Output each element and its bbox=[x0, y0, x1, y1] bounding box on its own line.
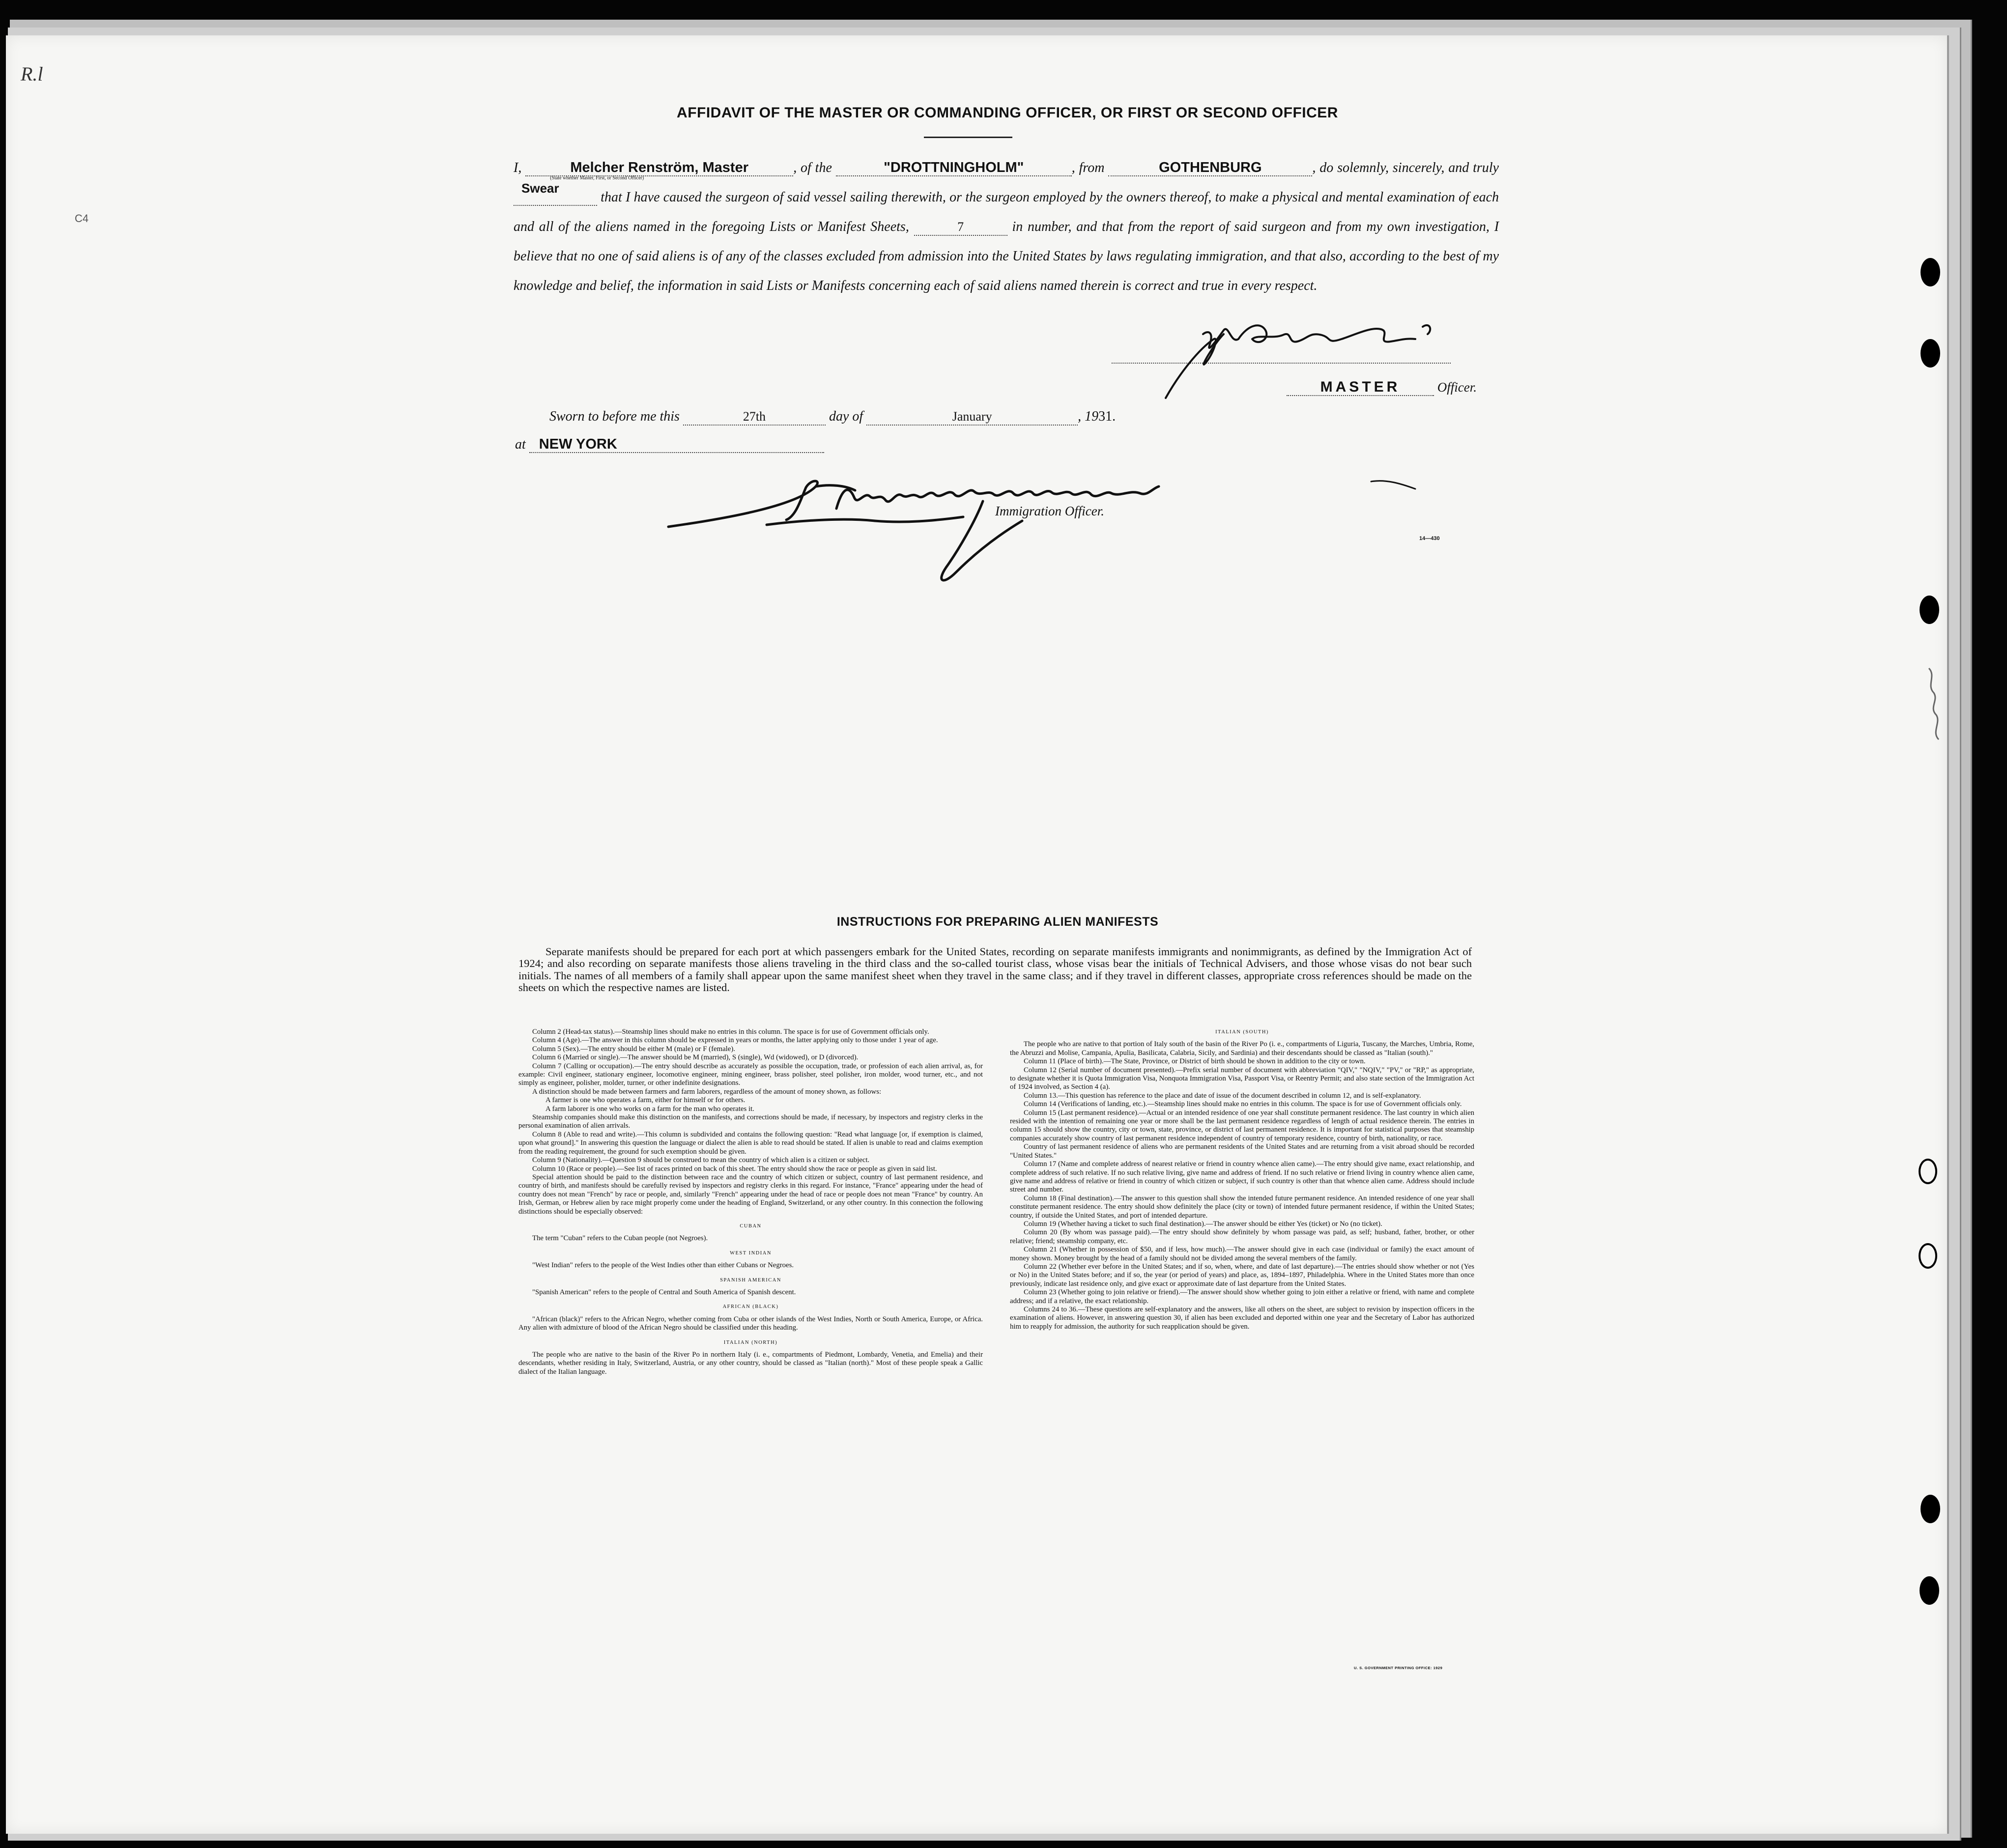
officer-label: Officer. bbox=[1437, 380, 1477, 395]
instructions-title: INSTRUCTIONS FOR PREPARING ALIEN MANIFESTS bbox=[836, 915, 1159, 929]
instruction-paragraph: Column 7 (Calling or occupation).—The entry should describe as accurately as possible the occupation, trade, or profession of each alien arrival, as, for example: Civil engineer, stationary engineer, locomotive engineer, mining engineer, brass polisher, steel polisher, iron molder, wood turner, etc., and not simply as engineer, polisher, molder, turner, or other indefinite designations. bbox=[518, 1062, 983, 1087]
instruction-paragraph: Column 9 (Nationality).—Question 9 should be construed to mean the country of which alien is a citizen or subject. bbox=[532, 1156, 870, 1165]
text-solemnly: solemnly, sincerely, and truly bbox=[1337, 160, 1499, 175]
text-day-of: day of bbox=[829, 409, 863, 424]
officer-rank: MASTER bbox=[1287, 379, 1434, 396]
instructions-left-column bbox=[518, 1028, 983, 1376]
instruction-paragraph: Column 21 (Whether in possession of $50, and if less, how much).—The answer should give in each case (individual or family) the exact amount of money shown. Money brought by the head of a family should not be divided among the several members of the family. bbox=[1010, 1246, 1474, 1262]
instruction-paragraph: Column 11 (Place of birth).—The State, Province, or District of birth should be shown in addition to the city or town. bbox=[1024, 1057, 1366, 1066]
pen-stroke bbox=[1371, 481, 1415, 489]
instruction-paragraph: The people who are native to the basin of the River Po in northern Italy (i. e., compartments of Piedmont, Lombardy, Venetia, and Emelia) and their descendants, whether residing in Italy, Switzerland, Austria, or any other country, should be classed as "Italian (north)." Most of these people speak a Gallic dialect of the Italian language. bbox=[518, 1351, 983, 1376]
instruction-paragraph: Special attention should be paid to the distinction between race and the country of which citizen or subject, country of last permanent residence, and country of birth, and manifests should be carefully revised by inspectors and registry clerks in this regard. For instance, "France" appearing under the head of country does not mean "French" by race or people, and, similarly "French" appearing under the head of race or people does not mean "France" by country. An Irish, German, or Hebrew alien by race might properly come under the heading of England, Switzerland, or any other country. In this connection the following distinctions should be especially observed: bbox=[518, 1173, 983, 1216]
instruction-paragraph: Column 13.—This question has reference to the place and date of issue of the document described in column 12, and is self-explanatory. bbox=[1024, 1091, 1421, 1100]
text-sworn: Sworn to before me this bbox=[549, 409, 680, 424]
instruction-paragraph: "Spanish American" refers to the people of Central and South America of Spanish descent. bbox=[532, 1288, 796, 1296]
instruction-paragraph: Column 17 (Name and complete address of nearest relative or friend in country whence alien came).—The entry should give name, exact relationship, and complete address of such relative. If no such relative living, give name and address of friend. If no such relative or friend living in country whence alien came, give name and address of relative or friend in country of which citizen or subject, if such country is other than that whence alien came. Address should include street and number. bbox=[1010, 1160, 1474, 1194]
section-heading-italian-south: ITALIAN (SOUTH) bbox=[1215, 1029, 1269, 1035]
sheet-count: 7 bbox=[914, 219, 1007, 236]
faint-stamp-mark: C4 bbox=[75, 212, 89, 225]
text-at: at bbox=[515, 437, 526, 452]
instruction-paragraph: "West Indian" refers to the people of the West Indies other than either Cubans or Negroes. bbox=[532, 1261, 794, 1270]
instruction-paragraph: Column 6 (Married or single).—The answer should be M (married), S (single), Wd (widowed), or D (divorced). bbox=[532, 1053, 859, 1062]
sworn-month: January bbox=[866, 409, 1078, 426]
state-officer-note: (State whether Master, First, or Second Officer) bbox=[550, 175, 644, 181]
officer-name: Melcher Renström, Master bbox=[570, 160, 748, 175]
instruction-paragraph: The term "Cuban" refers to the Cuban people (not Negroes). bbox=[532, 1234, 708, 1243]
corner-pencil-mark: R.l bbox=[21, 63, 43, 85]
instruction-paragraph: Columns 24 to 36.—These questions are self-explanatory and the answers, like all others on the sheet, are subject to revision by inspection officers in the examination of aliens. However, in answering question 30, if alien has been excluded and deported within one year and the Secretary of Labor has authorized him to reapply for admission, the authority for such reapplication should be given. bbox=[1010, 1306, 1474, 1331]
affidavit-title: AFFIDAVIT OF THE MASTER OR COMMANDING OFFICER, OR FIRST OR SECOND OFFICER bbox=[677, 105, 1338, 121]
affidavit-I: I, bbox=[514, 160, 522, 175]
instruction-paragraph: Column 22 (Whether ever before in the United States; and if so, when, where, and date of last departure).—The entries should show whether or not (Yes or No) in the United States before; and if so, the year (or period of years) and place, as, 1894–1897, Philadelphia. Where in the United States more than once previously, indicate last residence only, and give exact or approximate date of last departure from the United States. bbox=[1010, 1262, 1474, 1288]
instruction-paragraph: A farmer is one who operates a farm, either for himself or for others. bbox=[545, 1096, 745, 1105]
master-signature bbox=[1166, 325, 1430, 398]
section-heading-cuban: CUBAN bbox=[740, 1223, 762, 1229]
instruction-paragraph: A farm laborer is one who works on a farm for the man who operates it. bbox=[545, 1105, 754, 1113]
instruction-paragraph: "African (black)" refers to the African Negro, whether coming from Cuba or other islands of the West Indies, North or South America, Europe, or Africa. Any alien with admixture of blood of the African Negro should be classified under this heading. bbox=[518, 1315, 983, 1332]
section-heading-spanish-american: SPANISH AMERICAN bbox=[720, 1277, 781, 1283]
printer-imprint: U. S. GOVERNMENT PRINTING OFFICE: 1929 bbox=[1354, 1666, 1443, 1670]
departure-port: GOTHENBURG bbox=[1108, 160, 1312, 176]
instruction-paragraph: Column 18 (Final destination).—The answer to this question shall show the intended future permanent residence. An intended residence of one year shall constitute permanent residence. The entry should show definitely the place (city or town) of intended future permanent residence, if within the United States; country, if outside the United States, and port of intended departure. bbox=[1010, 1194, 1474, 1220]
instruction-paragraph: Country of last permanent residence of aliens who are permanent residents of the United States and are returning from a visit abroad should be recorded "United States." bbox=[1010, 1143, 1474, 1160]
instruction-paragraph: Column 10 (Race or people).—See list of races printed on back of this sheet. The entry should show the race or people as given in said list. bbox=[532, 1165, 937, 1173]
text-do: , do bbox=[1312, 160, 1334, 175]
text-of-the: , of the bbox=[793, 160, 832, 175]
text-from: , from bbox=[1071, 160, 1105, 175]
section-heading-west-indian: WEST INDIAN bbox=[730, 1250, 772, 1256]
instruction-paragraph: Column 19 (Whether having a ticket to such final destination).—The answer should be either Yes (ticket) or No (no ticket). bbox=[1024, 1220, 1382, 1228]
instruction-paragraph: Column 15 (Last permanent residence).—Actual or an intended residence of one year shall constitute permanent residence. The last country in which alien resided with the intention of remaining one year or more shall be the last permanent residence regardless of length of actual residence therein. The entries in column 15 should show the country, city or town, state, province, or district of last permanent residence. It is important for statistical purposes that steamship companies accurately show country of last permanent residence independent of country of temporary residence, country of birth, nationality, or race. bbox=[1010, 1109, 1474, 1142]
affidavit-body-1: that I have caused the surgeon of said vessel sailing therewith, or the surgeon employed by the owners thereof, to make a physical and mental examination of each and all of the aliens named in the foregoing Lists or Manifest Sheets, bbox=[514, 190, 1499, 234]
instruction-paragraph: A distinction should be made between farmers and farm laborers, regardless of the amount of money shown, as follows: bbox=[532, 1087, 882, 1096]
instruction-paragraph: Column 2 (Head-tax status).—Steamship lines should make no entries in this column. The space is for use of Government officials only. bbox=[532, 1028, 929, 1036]
section-heading-italian-north: ITALIAN (NORTH) bbox=[723, 1339, 778, 1345]
sworn-day: 27th bbox=[683, 409, 826, 426]
torn-edge bbox=[1929, 668, 1939, 739]
oath-word: Swear bbox=[521, 181, 559, 196]
ship-name: "DROTTNINGHOLM" bbox=[836, 160, 1072, 176]
section-heading-african: AFRICAN (BLACK) bbox=[722, 1304, 779, 1310]
immigration-officer-label: Immigration Officer. bbox=[995, 504, 1104, 518]
instruction-paragraph: Column 4 (Age).—The answer in this column should be expressed in years or months, the latter applying only to those under 1 year of age. bbox=[532, 1036, 938, 1045]
instruction-paragraph: Column 12 (Serial number of document presented).—Prefix serial number of document with abbreviation "QIV," "NQIV," "PV," or "RP," as appropriate, to designate whether it is Quota Immigration Visa, Nonquota Immigration Visa, Passport Visa, or Reentry Permit; and also state section of the Immigration Act of 1924 involved, as Section 4 (a). bbox=[1010, 1066, 1474, 1091]
instructions-intro: Separate manifests should be prepared for each port at which passengers embark for the United States, recording on separate manifests immigrants and nonimmigrants, as defined by the Immigration Act of 1924; and also recording on separate manifests those aliens traveling in the third class and the so-called tourist class, whose visas bear the initials of Technical Advisers, and those whose visas do not bear such initials. The names of all members of a family shall appear upon the same manifest sheet when they travel in the same class; and if they travel in different classes, appropriate cross references should be made on the sheets on which the respective names are listed. bbox=[518, 945, 1472, 994]
instruction-paragraph: Steamship companies should make this distinction on the manifests, and corrections should be made, if necessary, by inspectors and registry clerks in the personal examination of alien arrivals. bbox=[518, 1113, 983, 1130]
sworn-year: 31. bbox=[1098, 409, 1116, 424]
affidavit-body-2: in number, and that from the report of said surgeon and from my own investigation, I believe that no one of said aliens is of any of the classes excluded from admission into the United States by laws regulating immigration, and that also, according to the best of my knowledge and belief, the information in said Lists or Manifests concerning each of said aliens named therein is correct and true in every respect. bbox=[514, 219, 1499, 293]
instructions-right-column bbox=[1010, 1028, 1474, 1331]
instruction-paragraph: The people who are native to that portion of Italy south of the basin of the River Po (i. e., compartments of Liguria, Tuscany, the Marches, Umbria, Rome, the Abruzzi and Molise, Campania, Apulia, Basilicata, Calabria, Sicily, and Sardinia) and their descendants should be classed as "Italian (south)." bbox=[1010, 1040, 1474, 1057]
text-year-prefix: , 19 bbox=[1078, 409, 1099, 424]
instruction-paragraph: Column 20 (By whom was passage paid).—The entry should show definitely by whom passage was paid, as self; husband, father, brother, or other relative; friend; steamship company, etc. bbox=[1010, 1228, 1474, 1245]
instruction-paragraph: Column 8 (Able to read and write).—This column is subdivided and contains the following question: "Read what language [or, if exemption is claimed, upon what ground]." In answering this question the language or dialect the alien is able to read should be stated. If alien is unable to read and claims exemption from the reading requirement, the ground for such exemption should be given. bbox=[518, 1130, 983, 1156]
instruction-paragraph: Column 23 (Whether going to join relative or friend).—The answer should show whether going to join either a relative or friend, with name and complete address; and if a relative, the exact relationship. bbox=[1010, 1288, 1474, 1305]
immigration-officer-signature bbox=[668, 481, 1159, 580]
instruction-paragraph: Column 14 (Verifications of landing, etc.).—Steamship lines should make no entries in this column. The space is for use of Government officials only. bbox=[1024, 1100, 1462, 1109]
form-number: 14—430 bbox=[1419, 536, 1440, 541]
instruction-paragraph: Column 5 (Sex).—The entry should be either M (male) or F (female). bbox=[532, 1045, 735, 1053]
sworn-place: NEW YORK bbox=[529, 436, 824, 453]
